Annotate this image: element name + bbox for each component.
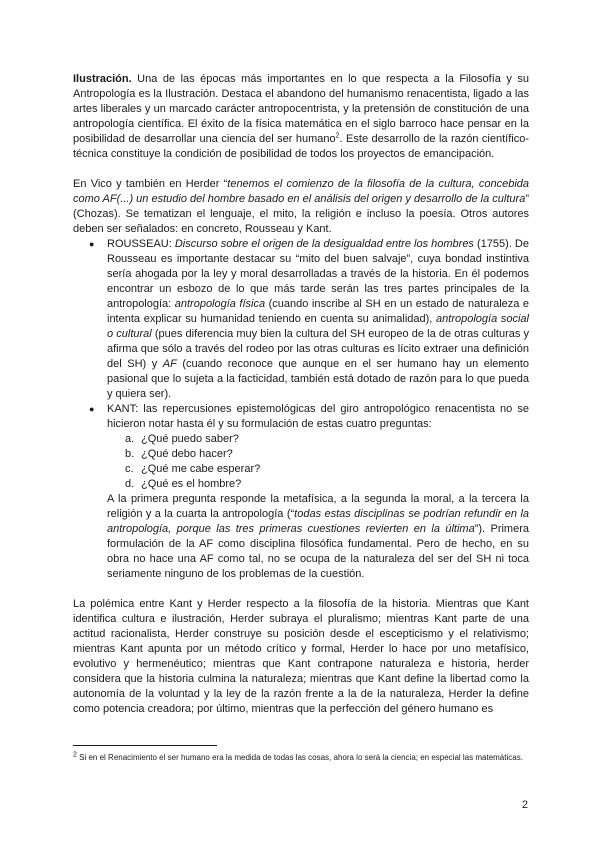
question-item: c. ¿Qué me cabe esperar? (125, 463, 261, 475)
term-physical-anthropology: antropología física (174, 298, 266, 310)
question-item: a. ¿Qué puedo saber? (125, 433, 239, 445)
section-heading: Ilustración. (73, 73, 132, 85)
term-af: AF (162, 358, 177, 370)
question-item: b. ¿Qué debo hacer? (125, 448, 233, 460)
paragraph-ilustracion: Ilustración. Una de las épocas más importantes en lo que respecta a la Filosofía y su Antropología es la Ilustración. Destaca el abandono del humanismo renacentista, ligado a las artes liberales y un marcado carácter antropocentrista, y la pretensión de constitución de una antropología científica. El éxito de la física matemática en el siglo barroco hace pensar en la posibilidad de desarrollar una ciencia del ser humano$^2$. Este desarrollo de la razón científico-técnica constituye la condición de posibilidad de todos los proyectos de emancipación. (73, 73, 529, 160)
list-item-rousseau: ● ROUSSEAU: Discurso sobre el origen de la desigualdad entre los hombres (1755). De Rousseau es importante destacar su “mito del buen salvaje”, cuya bondad instintiva sería ahogada por la ley y moral desarrolladas a través de la historia. En él podemos encontrar un esbozo de lo que más tarde serán las tres partes principales de la antropología: antropología física (cuando inscribe al SH en un estado de naturaleza e intenta explicar su humanidad teniendo en cuenta su animalidad), antropología social o cultural (pues diferencia muy bien la cultura del SH europeo de la de otras culturas y afirma que sólo a través del rodeo por las otras culturas es lícito extraer una definición del SH) y AF (cuando reconoce que aunque en el ser humano hay un elemento pasional que lo sujeta a la facticidad, también está dotado de razón para lo que pueda y quiera ser). (73, 237, 529, 402)
page-number: 2 (521, 799, 528, 811)
footnote-separator (73, 745, 217, 746)
footnote: $^2$ Si en el Renacimiento el ser humano era la medida de todas las cosas, ahora lo será la ciencia; en especial las matemáticas. (73, 751, 523, 762)
footnote-reference[interactable]: 2 (335, 132, 340, 140)
term-social-anthropology: antropología social o cultural (107, 313, 529, 340)
paragraph-gap (73, 162, 529, 177)
paragraph-gap (73, 582, 529, 597)
question-item: d. ¿Qué es el hombre? (125, 478, 242, 490)
paragraph-kant-herder: La polémica entre Kant y Herder respecto a la filosofía de la historia. Mientras que Kant identifica cultura e ilustración, Herder subraya el pluralismo; mientras Kant parte de una actitud racionalista, Herder construye su posición desde el escepticismo y el relativismo; mientras Kant apunta por un método crítico y formal, Herder lo hace por uno metafísico, evolutivo y hermenéutico; mientras que Kant contrapone naturaleza e historia, herder considera que la historia culmina la naturaleza; mientras que Kant define la libertad como la autonomía de la voluntad y la ley de la razón frente a la de la naturaleza, Herder la define como potencia creadora; por último, mientras que la perfección del género humano es (73, 598, 529, 715)
authors-list (73, 237, 529, 582)
kant-questions (107, 432, 529, 492)
paragraph-vico-herder: En Vico y también en Herder “tenemos el comienzo de la filosofía de la cultura, concebida como AF(...) un estudio del hombre basado en el análisis del origen y desarrollo de la cultura” (Chozas). Se tematizan el lenguaje, el mito, la religión e incluso la poesía. Otros autores deben ser señalados: en concreto, Rousseau y Kant. (73, 178, 529, 235)
kant-quote: todas estas disciplinas se podrían refundir en la antropología, porque las tres primeras cuestiones revierten en la última (107, 508, 529, 535)
list-item-kant: ● KANT: las repercusiones epistemológicas del giro antropológico renacentista no se hicieron notar hasta él y su formulación de estas cuatro preguntas: a. ¿Qué puedo saber? b. ¿Qué debo hacer? c. ¿Qué me cabe esperar? d. ¿Qué es el hombre? A la primera pregunta responde la metafísica, a la segunda la moral, a la tercera la religión y a la cuarta la antropología (“todas estas disciplinas se podrían refundir en la antropología, porque las tres primeras cuestiones revierten en la última”). Primera formulación de la AF como disciplina filosófica fundamental. Pero de hecho, en su obra no hace una AF como tal, no se ocupa de la naturaleza del ser del SH ni toca seriamente ninguno de los problemas de la cuestión. (73, 402, 529, 582)
kant-explanation: A la primera pregunta responde la metafísica, a la segunda la moral, a la tercera la religión y a la cuarta la antropología (“todas estas disciplinas se podrían refundir en la antropología, porque las tres primeras cuestiones revierten en la última”). Primera formulación de la AF como disciplina filosófica fundamental. Pero de hecho, en su obra no hace una AF como tal, no se ocupa de la naturaleza del ser del SH ni toca seriamente ninguno de los problemas de la cuestión. (107, 493, 529, 580)
chozas-quote: tenemos el comienzo de la filosofía de la cultura, concebida como AF(...) un estudio del hombre basado en el análisis del origen y desarrollo de la cultura (73, 178, 529, 205)
work-title: Discurso sobre el origen de la desigualdad entre los hombres (174, 238, 474, 250)
body-text (73, 72, 529, 717)
footnote-number: 2 (73, 751, 77, 759)
